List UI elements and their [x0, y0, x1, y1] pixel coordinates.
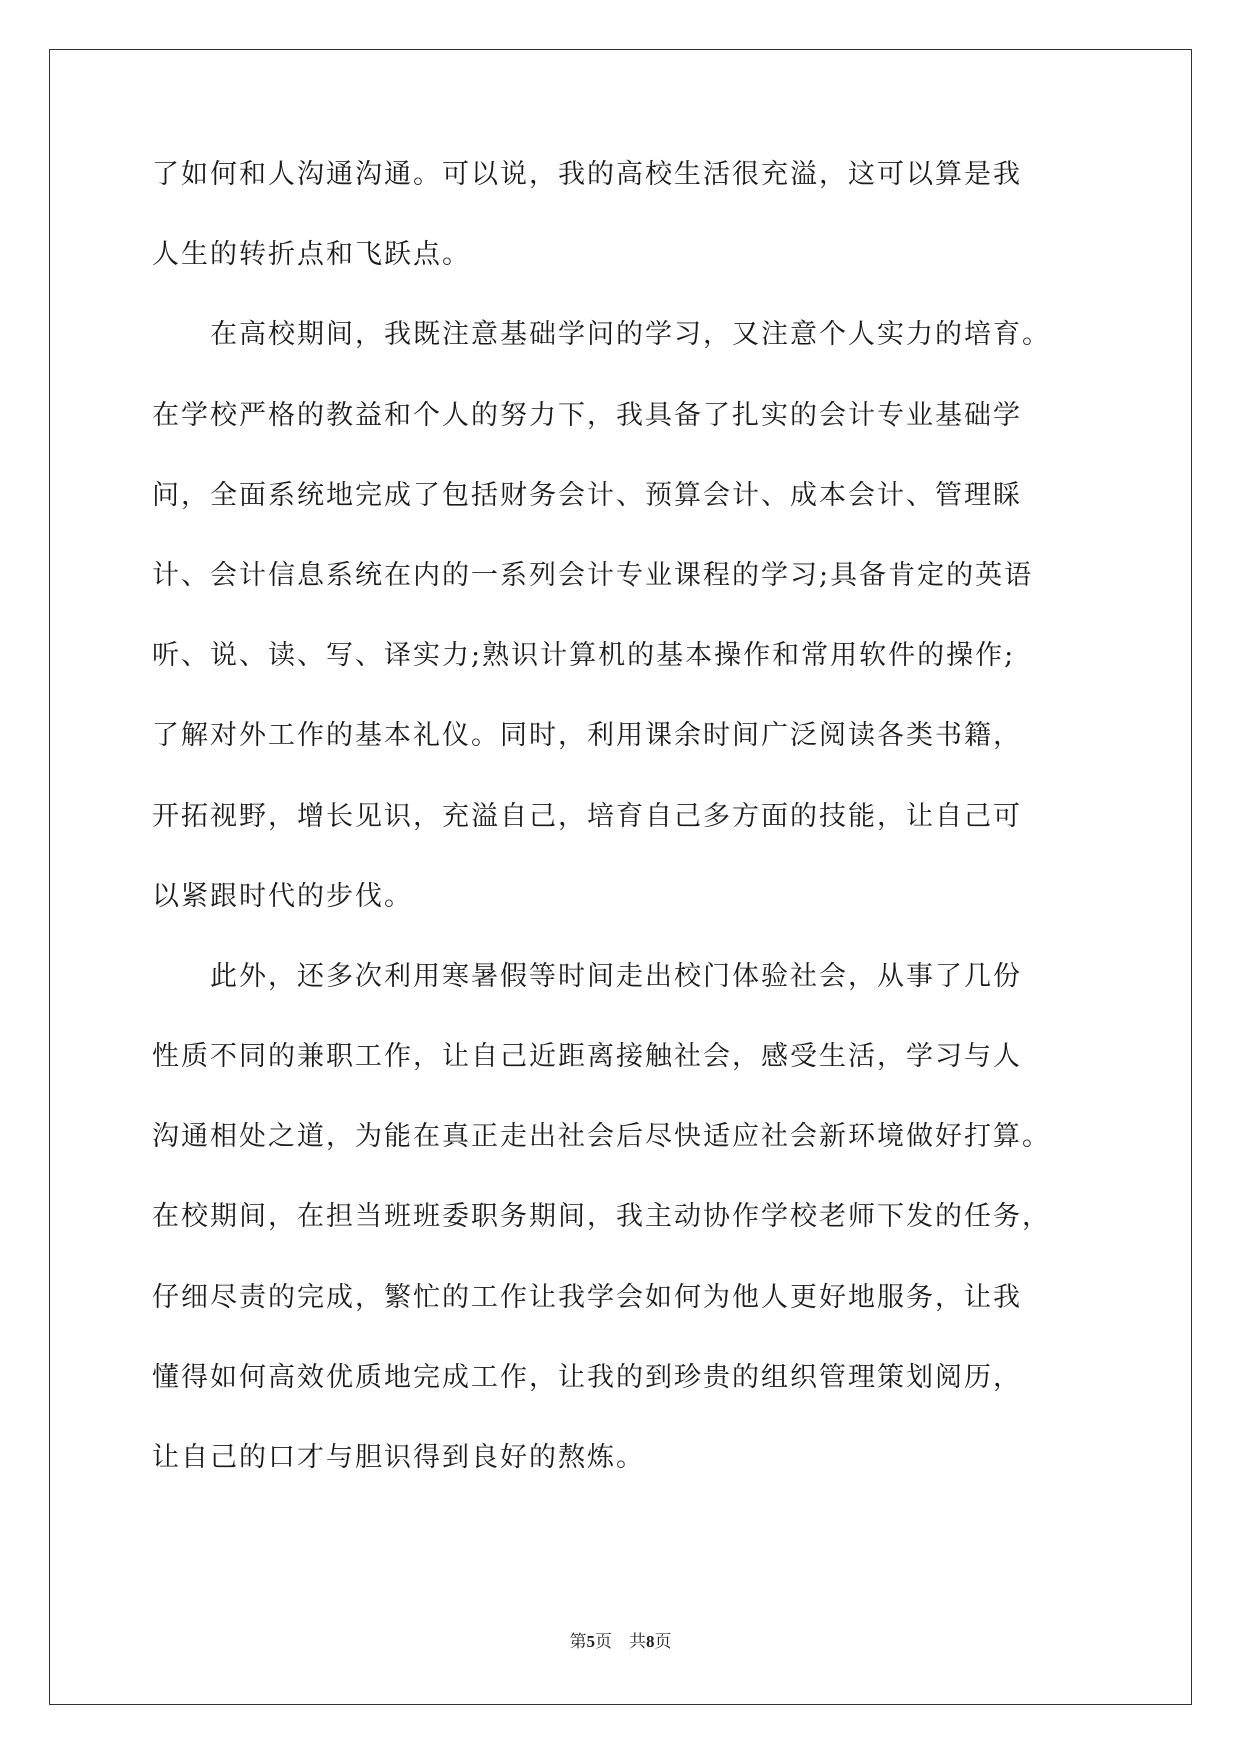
- text-line: 仔细尽责的完成，繁忙的工作让我学会如何为他人更好地服务，让我: [152, 1281, 1022, 1313]
- footer-prefix: 第: [569, 1632, 587, 1652]
- text-line: 人生的转折点和飞跃点。: [152, 239, 471, 271]
- document-body: [152, 158, 1092, 1521]
- text-line: 在校期间，在担当班班委职务期间，我主动协作学校老师下发的任务，: [152, 1201, 1051, 1233]
- text-line: 让自己的口才与胆识得到良好的熬炼。: [152, 1442, 645, 1473]
- text-line: 开拓视野，增长见识，充溢自己，培育自己多方面的技能，让自己可: [152, 800, 1022, 832]
- text-line: 了如何和人沟通沟通。可以说，我的高校生活很充溢，这可以算是我: [152, 159, 1022, 190]
- text-line: 问，全面系统地完成了包括财务会计、预算会计、成本会计、管理睬: [152, 479, 1022, 511]
- page-footer: [0, 1627, 1241, 1652]
- footer-middle: 页 共: [595, 1632, 646, 1652]
- text-line: 性质不同的兼职工作，让自己近距离接触社会，感受生活，学习与人: [152, 1041, 1022, 1073]
- total-page-count: 8: [646, 1632, 655, 1651]
- text-line: 听、说、读、写、译实力;熟识计算机的基本操作和常用软件的操作;: [152, 640, 1016, 672]
- text-line: 在高校期间，我既注意基础学问的学习，又注意个人实力的培育。: [152, 319, 1051, 351]
- text-line: 了解对外工作的基本礼仪。同时，利用课余时间广泛阅读各类书籍，: [152, 720, 1022, 752]
- footer-suffix: 页: [654, 1632, 672, 1652]
- text-line: 此外，还多次利用寒暑假等时间走出校门体验社会，从事了几份: [152, 960, 1022, 992]
- text-line: 在学校严格的教益和个人的努力下，我具备了扎实的会计专业基础学: [152, 399, 1022, 431]
- text-line: 懂得如何高效优质地完成工作，让我的到珍贵的组织管理策划阅历，: [152, 1361, 1022, 1393]
- current-page-number: 5: [586, 1632, 595, 1651]
- text-line: 沟通相处之道，为能在真正走出社会后尽快适应社会新环境做好打算。: [152, 1121, 1051, 1153]
- text-line: 计、会计信息系统在内的一系列会计专业课程的学习;具备肯定的英语: [152, 559, 1034, 591]
- text-line: 以紧跟时代的步伐。: [152, 880, 413, 912]
